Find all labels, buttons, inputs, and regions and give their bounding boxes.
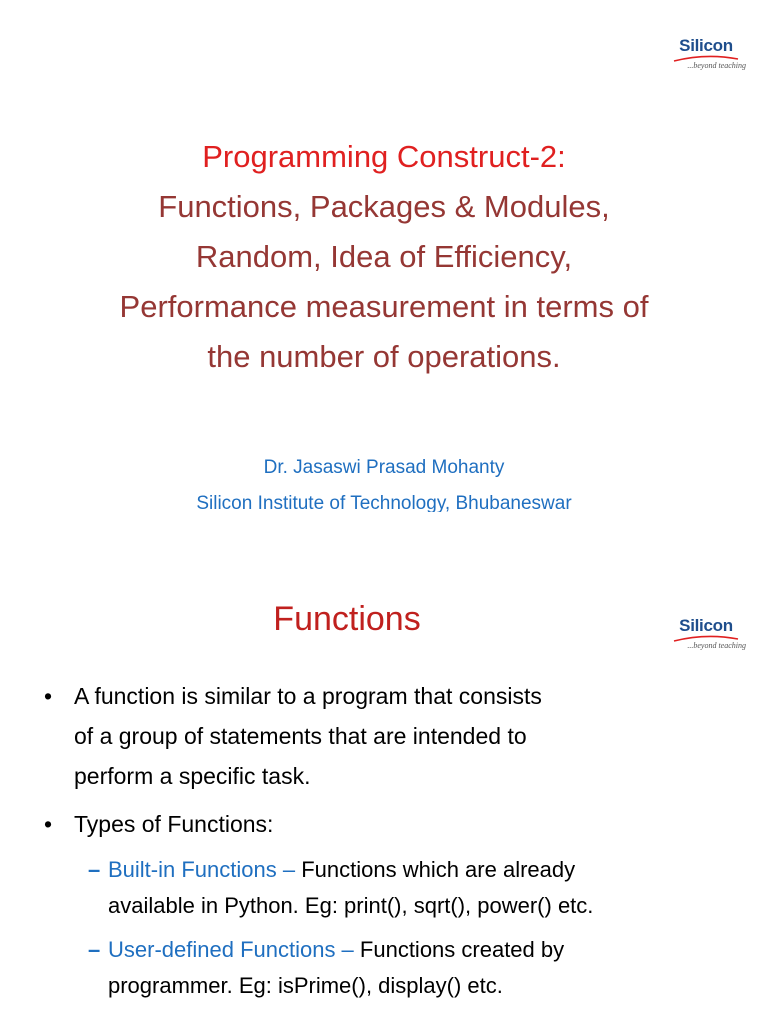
bullet-text: Types of Functions: [74,811,274,837]
sub-bullet-text: Functions created by [359,937,565,962]
logo-tagline: ...beyond teaching [687,61,746,70]
sub-bullet-text: available in Python. Eg: print(), sqrt(), power() etc. [108,893,594,918]
sub-bullet-item [44,932,744,1004]
title-line: Programming Construct-2: [202,139,566,174]
bullet-text: A function is similar to a program that consists [74,683,542,709]
bullet-list [44,676,744,1012]
sub-bullet-term: Built-in Functions – [108,857,302,882]
author-name: Dr. Jasaswi Prasad Mohanty [263,457,505,478]
bullet-text: of a group of statements that are intended to [74,723,527,749]
title-line: the number of operations. [207,339,561,374]
logo-wordmark: Silicon [679,36,733,55]
bullet-dot-icon: • [44,811,53,837]
dash-icon: – [88,937,101,962]
bullet-item [44,804,744,844]
slide-heading: Functions [273,600,421,638]
bullet-item [44,676,744,796]
sub-bullet-item [44,852,744,924]
bullet-text: perform a specific task. [74,763,311,789]
sub-bullet-text: Functions which are already [301,857,576,882]
author-info [20,450,748,512]
dash-icon: – [88,857,101,882]
title-line: Functions, Packages & Modules, [158,189,610,224]
title-line: Performance measurement in terms of [119,289,649,324]
silicon-logo [666,36,746,76]
sub-bullet-text: programmer. Eg: isPrime(), display() etc. [108,973,503,998]
logo-tagline: ...beyond teaching [687,641,746,650]
bullet-dot-icon: • [44,683,53,709]
presentation-title [20,132,748,382]
institute-name: Silicon Institute of Technology, Bhubaneswar [196,493,572,512]
title-line: Random, Idea of Efficiency, [195,239,573,274]
logo-wordmark: Silicon [679,616,733,635]
sub-bullet-term: User-defined Functions – [108,937,360,962]
